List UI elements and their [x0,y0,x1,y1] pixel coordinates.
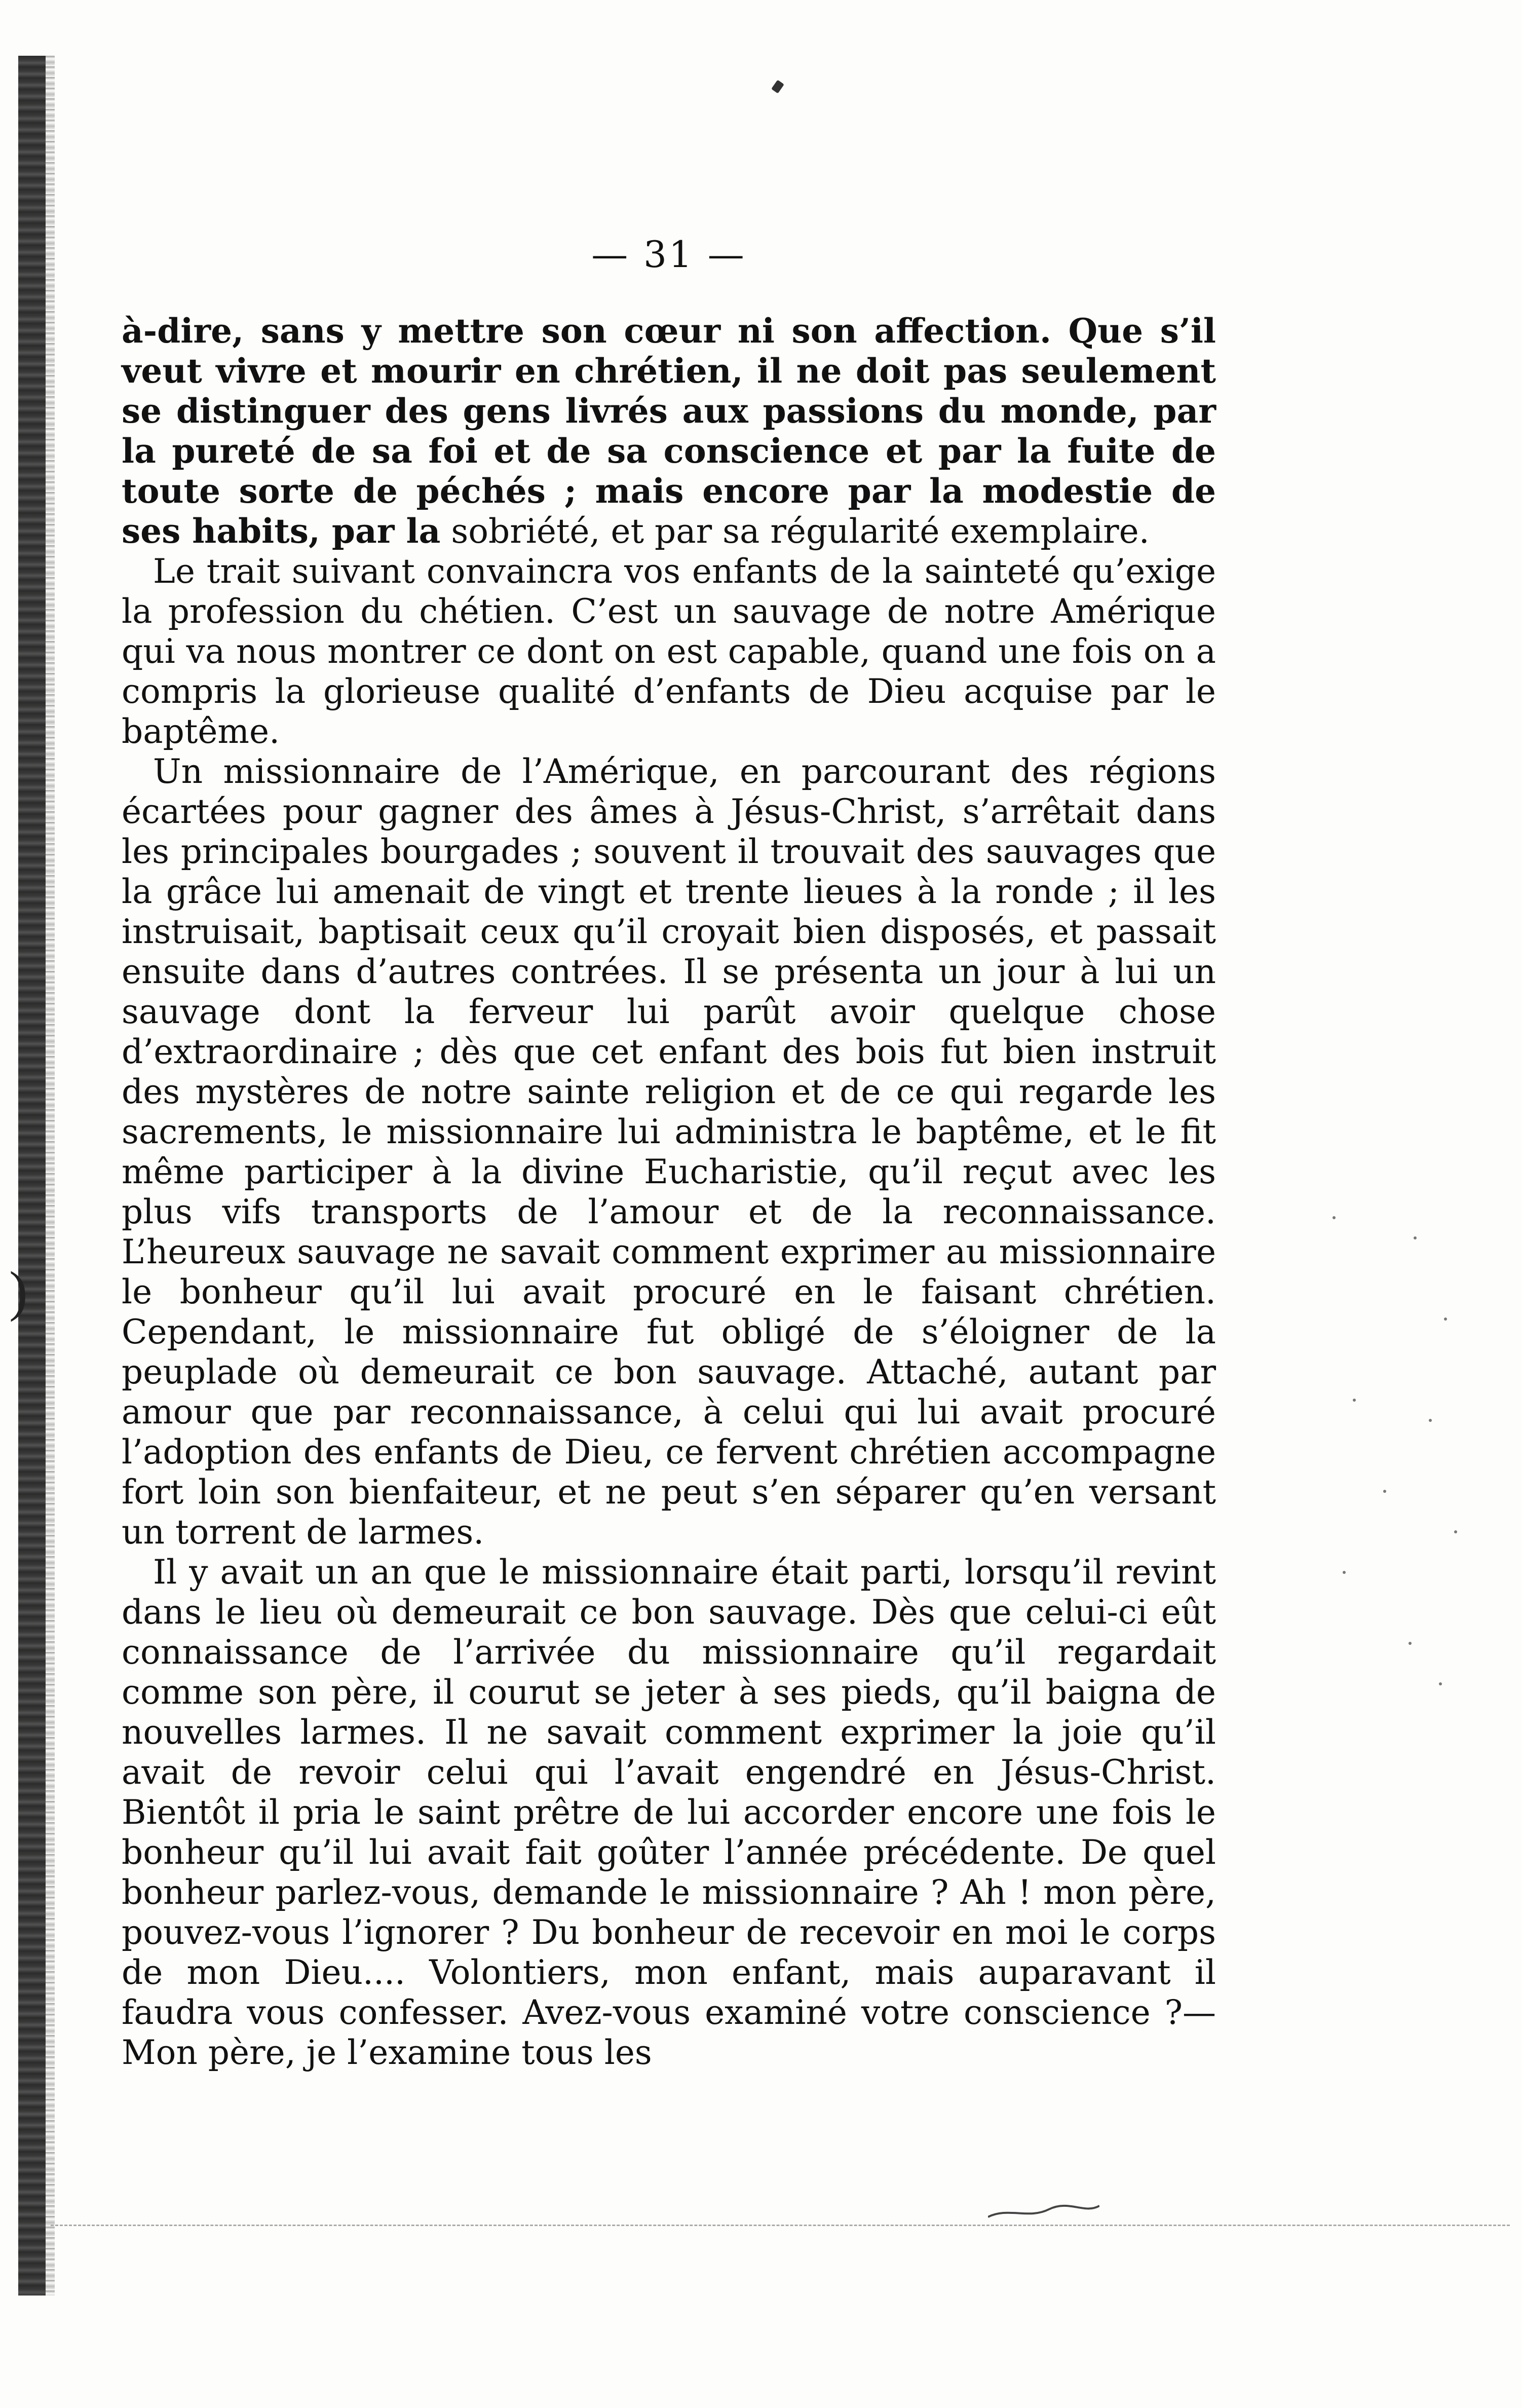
page-number: — 31 — [591,233,746,276]
page-text [122,311,1216,2073]
page-body [122,233,1216,2073]
binding-edge [18,56,46,2296]
ink-scribble [988,2202,1099,2222]
margin-bracket-mark: ) [9,1260,28,1322]
paragraph-1-tail: sobriété, et par sa régularité exemplaire. [440,512,1150,551]
paragraph-1-bold-lead: à-dire, sans y mettre son cœur ni son affection. Que s’il veut vivre et mourir en chrétien, il ne doit pas seulement se distinguer des gens livrés aux passions du monde, par la pureté de sa foi et de sa conscience et par la fuite de toute sorte de péchés ; mais encore par la modestie de ses habits, par la [122,311,1216,551]
paragraph-1 [122,311,1216,551]
paragraph-3: Un missionnaire de l’Amérique, en parcourant des régions écartées pour gagner des âmes à Jésus-Christ, s’arrêtait dans les principales bourgades ; souvent il trouvait des sauvages que la grâce lui amenait de vingt et trente lieues à la ronde ; il les instruisait, baptisait ceux qu’il croyait bien disposés, et passait ensuite dans d’autres contrées. Il se présenta un jour à lui un sauvage dont la ferveur lui parût avoir quelque chose d’extraordinaire ; dès que cet enfant des bois fut bien instruit des mystères de notre sainte religion et de ce qui regarde les sacrements, le missionnaire lui administra le baptême, et le fit même participer à la divine Eucharistie, qu’il reçut avec les plus vifs transports de l’amour et de la reconnaissance. L’heureux sauvage ne savait comment exprimer au missionnaire le bonheur qu’il lui avait procuré en le faisant chrétien. Cependant, le missionnaire fut obligé de s’éloigner de la peuplade où demeurait ce bon sauvage. Attaché, autant par amour que par reconnaissance, à celui qui lui avait procuré l’adoption des enfants de Dieu, ce fervent chrétien accompagne fort loin son bienfaiteur, et ne peut s’en séparer qu’en versant un torrent de larmes. [122,752,1216,1552]
bottom-dashed-rule [51,2225,1510,2226]
paragraph-4: Il y avait un an que le missionnaire était parti, lorsqu’il revint dans le lieu où demeurait ce bon sauvage. Dès que celui-ci eût connaissance de l’arrivée du missionnaire qu’il regardait comme son père, il courut se jeter à ses pieds, qu’il baigna de nouvelles larmes. Il ne savait comment exprimer la joie qu’il avait de revoir celui qui l’avait engendré en Jésus-Christ. Bientôt il pria le saint prêtre de lui accorder encore une fois le bonheur qu’il lui avait fait goûter l’année précédente. De quel bonheur parlez-vous, demande le missionnaire ? Ah ! mon père, pouvez-vous l’ignorer ? Du bonheur de recevoir en moi le corps de mon Dieu.... Volontiers, mon enfant, mais auparavant il faudra vous confesser. Avez-vous examiné votre conscience ?—Mon père, je l’examine tous les [122,1553,1216,2072]
ink-speck [771,80,784,93]
margin-noise [1322,1206,1474,1713]
paragraph-2: Le trait suivant convaincra vos enfants de la sainteté qu’exige la profession du chétien. C’est un sauvage de notre Amérique qui va nous montrer ce dont on est capable, quand une fois on a compris la glorieuse qualité d’enfants de Dieu acquise par le baptême. [122,552,1216,751]
